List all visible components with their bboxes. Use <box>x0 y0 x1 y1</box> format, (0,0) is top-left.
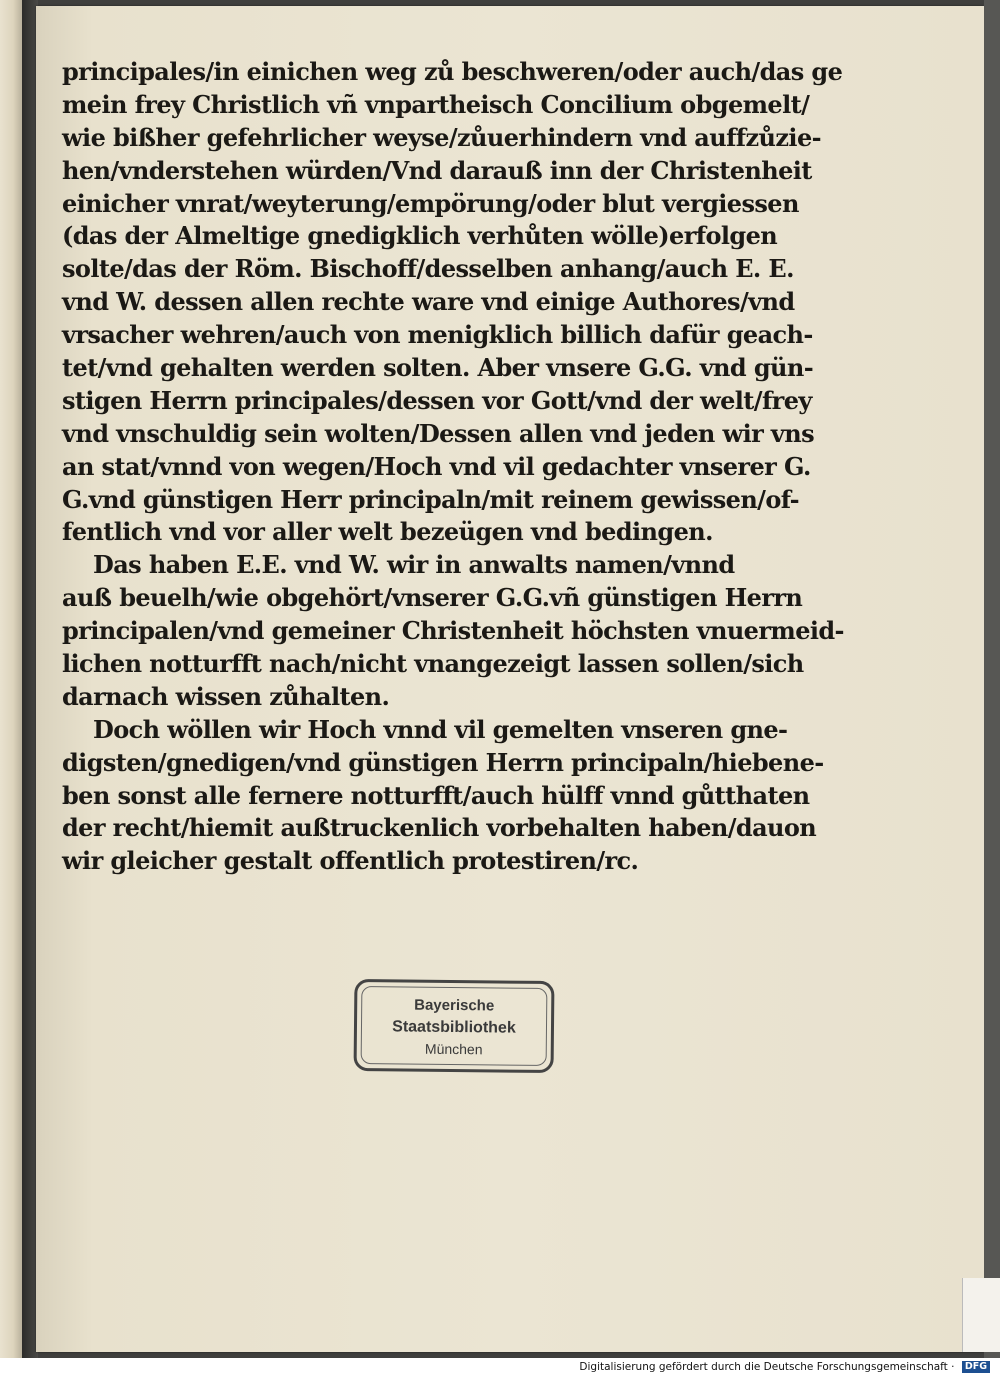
footer-credit <box>579 1361 990 1373</box>
stamp-line-2: Staatsbibliothek <box>392 1018 516 1037</box>
text-line: an stat/vnnd von wegen/Hoch vnd vil gedachter vnserer G. <box>62 451 811 481</box>
text-line: darnach wissen zůhalten. <box>62 681 390 711</box>
text-line: principales/in einichen weg zů beschweren/oder auch/das ge <box>62 57 843 86</box>
body-text <box>62 56 844 878</box>
text-line: stigen Herrn principales/dessen vor Gott/vnd der welt/frey <box>62 385 812 415</box>
text-line: tet/vnd gehalten werden solten. Aber vnsere G.G. vnd gün- <box>62 353 814 383</box>
text-line: auß beuelh/wie obgehört/vnserer G.G.vñ günstigen Herrn <box>62 583 803 613</box>
text-line: einicher vnrat/weyterung/empörung/oder blut vergiessen <box>62 188 799 218</box>
text-line: wie bißher gefehrlicher weyse/zůuerhindern vnd auffzůzie- <box>62 122 821 152</box>
scan-right-edge <box>984 0 1000 1358</box>
text-line: solte/das der Röm. Bischoff/desselben anhang/auch E. E. <box>62 254 794 284</box>
text-line: Das haben E.E. vnd W. wir in anwalts namen/vnnd <box>62 550 735 580</box>
text-line: ben sonst alle fernere notturfft/auch hülff vnnd gůtthaten <box>62 780 810 810</box>
text-line: (das der Almeltige gnedigklich verhůten wölle)erfolgen <box>62 221 778 251</box>
text-line: Doch wöllen wir Hoch vnnd vil gemelten vnseren gne- <box>62 714 788 744</box>
stamp-line-1: Bayerische <box>414 996 495 1015</box>
text-line: digsten/gnedigen/vnd günstigen Herrn principaln/hiebene- <box>62 747 824 777</box>
text-line: G.vnd günstigen Herr principaln/mit reinem gewissen/of- <box>62 484 799 514</box>
footer-bar <box>0 1358 1000 1378</box>
stamp-line-3: München <box>424 1040 483 1058</box>
text-line: lichen notturfft nach/nicht vnangezeigt lassen sollen/sich <box>62 649 804 679</box>
text-line: vrsacher wehren/auch von menigklich billich dafür geach- <box>62 320 813 350</box>
dfg-logo-icon: DFG <box>962 1361 990 1373</box>
library-stamp <box>354 979 555 1073</box>
shelf-label <box>962 1278 1000 1352</box>
text-line: fentlich vnd vor aller welt bezeügen vnd bedingen. <box>62 517 713 547</box>
text-line: wir gleicher gestalt offentlich protestiren/rc. <box>62 846 639 876</box>
text-line: mein frey Christlich vñ vnpartheisch Concilium obgemelt/ <box>62 89 810 119</box>
facing-page-edge <box>0 0 22 1358</box>
text-line: der recht/hiemit außtruckenlich vorbehalten haben/dauon <box>62 813 817 843</box>
text-line: hen/vnderstehen würden/Vnd darauß inn der Christenheit <box>62 155 812 185</box>
footer-credit-text: Digitalisierung gefördert durch die Deutsche Forschungsgemeinschaft · <box>579 1361 955 1373</box>
text-line: vnd vnschuldig sein wolten/Dessen allen vnd jeden wir vns <box>62 418 815 448</box>
text-line: vnd W. dessen allen rechte ware vnd einige Authores/vnd <box>62 287 795 317</box>
text-line: principalen/vnd gemeiner Christenheit höchsten vnuermeid- <box>62 616 844 646</box>
